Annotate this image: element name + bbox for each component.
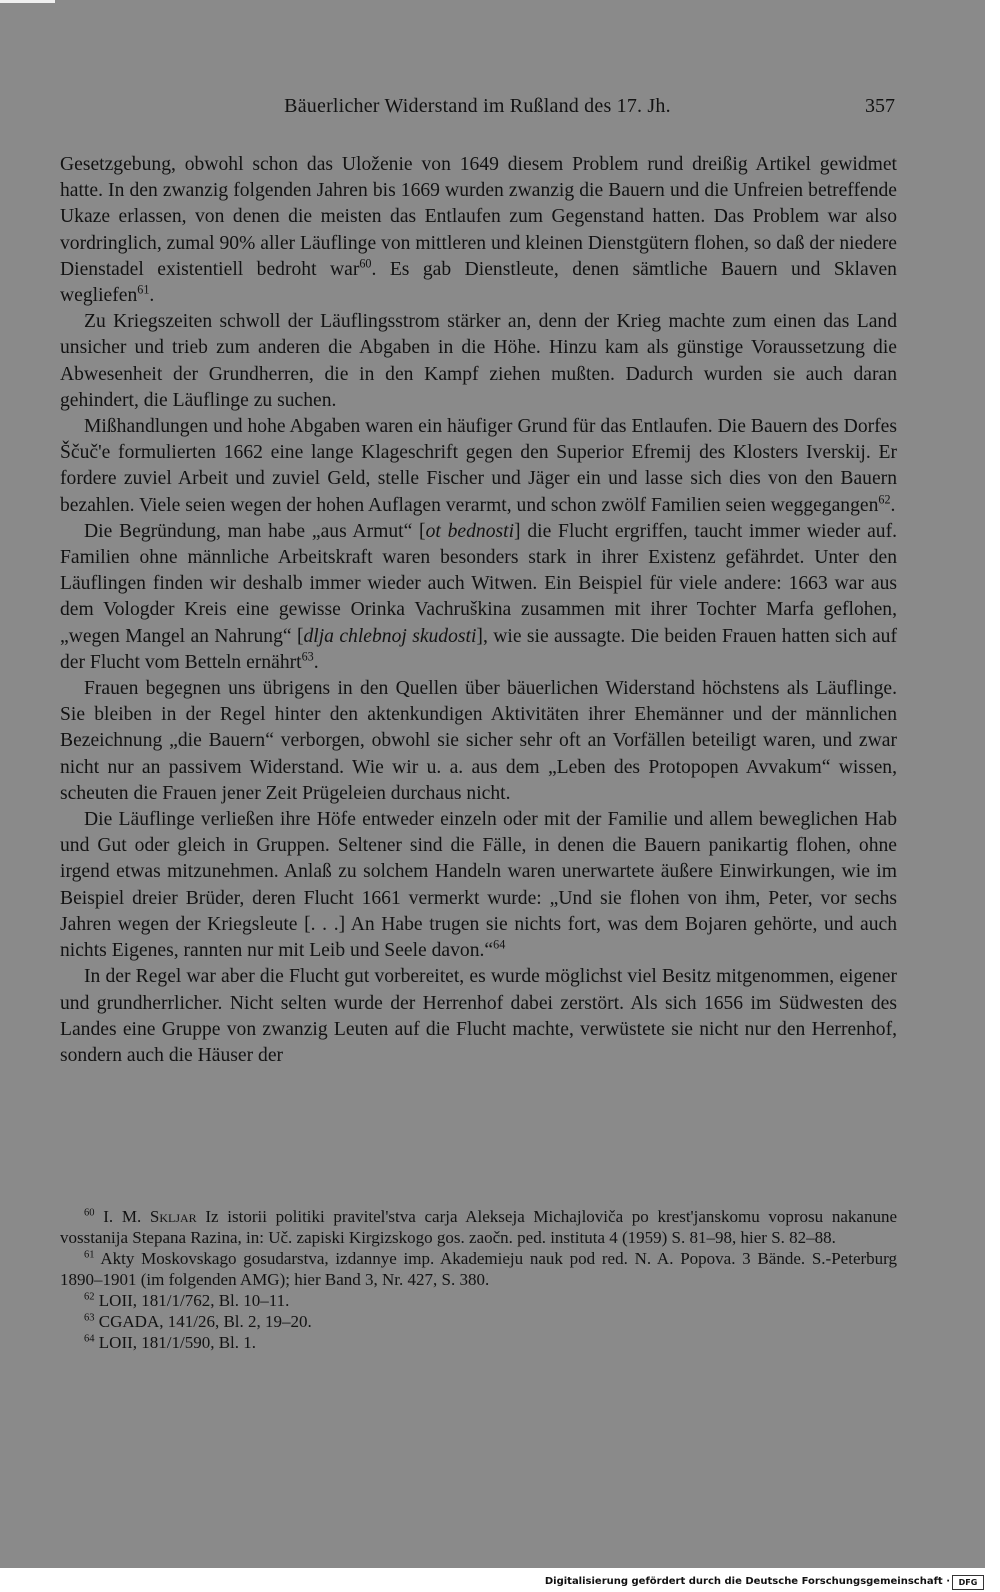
footnote-60 [60,1206,897,1248]
text-run: Die Begründung, man habe „aus Armut“ [ [84,520,426,542]
text-run: ] die Flucht ergriffen, taucht immer wieder auf. Familien ohne männliche Arbeitskraft waren besonders stark in ihrer Existenz gefährdet. Unter den Läuflingen finden wir deshalb immer wieder auch Witwen. Ein Beispiel für viele andere: 1663 war aus dem Vologder Kreis eine gewisse Orinka Vachruškina zusammen mit ihrer Tochter Marfa geflohen, „wegen Mangel an Nahrung“ [ [60,520,897,647]
footnote-ref: 60 [359,256,372,271]
text-run: . Es gab Dienstleute, denen sämtliche Bauern und Sklaven wegliefen [60,258,897,307]
paragraph-2: Zu Kriegszeiten schwoll der Läuflingsstrom stärker an, denn der Krieg machte zum einen das Land unsicher und trieb zum anderen die Abgaben in die Höhe. Hinzu kam als günstige Voraussetzung die Abwesenheit der Grundherren, die in den Kampf ziehen mußten. Dadurch wurden sie auch daran gehindert, die Läuflinge zu suchen. [60,311,897,411]
paragraph-6 [60,807,897,964]
footnote-number: 61 [84,1249,95,1261]
footnote-text: CGADA, 141/26, Bl. 2, 19–20. [98,1312,312,1331]
paragraph-4 [60,519,897,676]
dfg-logo: DFG [952,1575,984,1590]
footnote-text: LOII, 181/1/590, Bl. 1. [98,1333,257,1352]
italic-term: ot bednosti [425,520,515,542]
footnote-author: Skljar [149,1207,197,1226]
footnotes [60,1206,897,1353]
text-run: ], wie sie aussagte. Die beiden Frauen hatten sich auf der Flucht vom Betteln ernährt [60,625,897,673]
text-run: Mißhandlungen und hohe Abgaben waren ein häufiger Grund für das Entlaufen. Die Bauern des Dorfes Ščuč'e formulierten 1662 eine lange Klageschrift gegen den Superior Efremij des Klosters Iverskij. Er fordere zuviel Arbeit und zuviel Geld, stelle Fischer und Jäger ein und lasse sich dies von den Bauern bezahlen. Viele seien wegen der hohen Auflagen verarmt, und schon zwölf Familien seien weggegangen [60,416,897,516]
footnote-62 [60,1290,897,1311]
footnote-prefix: I. M. [103,1207,150,1226]
paragraph-5: Frauen begegnen uns übrigens in den Quellen über bäuerlichen Widerstand höchstens als Läuflinge. Sie bleiben in der Regel hinter den aktenkundigen Aktivitäten ihrer Ehemänner und der männlichen Bezeichnung „die Bauern“ verborgen, obwohl sie sicher sehr oft an Vorfällen beteiligt waren, und zwar nicht nur an passivem Widerstand. Wie wir u. a. aus dem „Leben des Protopopen Avvakum“ wissen, scheuten die Frauen jener Zeit Prügeleien durchaus nicht. [60,678,897,804]
text-run: Die Läuflinge verließen ihre Höfe entweder einzeln oder mit der Familie und allem beweglichen Hab und Gut oder gleich in Gruppen. Seltener sind die Fälle, in denen die Bauern panikartig flohen, ohne irgend etwas mitzunehmen. Anlaß zu solchem Handeln waren unerwartete äußere Einwirkungen, wie im Beispiel dreier Brüder, deren Flucht 1661 vermerkt wurde: „Und sie flohen von ihm, Peter, vor sechs Jahren wegen der Kriegsleute [. . .] An Habe trugen sie nichts fort, was dem Bojaren gehörte, und auch nichts Eigenes, rannten nur mit Leib und Seele davon.“ [60,809,897,962]
footnote-number: 60 [84,1207,95,1219]
footnote-text: Iz istorii politiki pravitel'stva carja Alekseja Michajloviča po krest'janskomu voprosu nakanune vosstanija Stepana Razina, in: Uč. zapiski Kirgizskogo gos. zaočn. ped. instituta 4 (1959) S. 81–98, hier S. 82–88. [60,1207,897,1247]
paragraph-7: In der Regel war aber die Flucht gut vorbereitet, es wurde möglichst viel Besitz mitgenommen, eigener und grundherrlicher. Nicht selten wurde der Herrenhof dabei zerstört. Als sich 1656 im Südwesten des Landes eine Gruppe von zwanzig Leuten auf die Flucht machte, verwüstete sie nicht nur den Herrenhof, sondern auch die Häuser der [60,966,897,1066]
footnote-ref: 64 [493,937,506,952]
scan-edge-mark [0,0,55,3]
footnote-61 [60,1248,897,1290]
body-text [60,152,897,1069]
paragraph-1 [60,152,897,309]
footnote-ref: 61 [137,282,150,297]
footnote-text: Akty Moskovskago gosudarstva, izdannye imp. Akademieju nauk pod red. N. A. Popova. 3 Bände. S.-Peterburg 1890–1901 (im folgenden AMG); hier Band 3, Nr. 427, S. 380. [60,1249,898,1289]
footnote-ref: 63 [301,649,314,664]
text-run: . [313,651,319,673]
italic-term: dlja chlebnoj skudosti [303,625,477,647]
running-head [60,95,895,123]
footnote-63 [60,1311,897,1332]
page-number: 357 [865,95,895,117]
paragraph-3 [60,414,897,519]
digitization-credit: Digitalisierung gefördert durch die Deutsche Forschungsgemeinschaft · [544,1576,950,1587]
footnote-number: 64 [84,1333,95,1345]
footnote-ref: 62 [878,492,891,507]
running-title: Bäuerlicher Widerstand im Rußland des 17. Jh. [284,95,671,117]
footnote-64 [60,1332,897,1353]
text-run: . [890,494,896,516]
text-run: Gesetzgebung, obwohl schon das Uloženie von 1649 diesem Problem rund dreißig Artikel gewidmet hatte. In den zwanzig folgenden Jahren bis 1669 wurden zwanzig die Bauern und die Unfreien betreffende Ukaze erlassen, von denen die meisten das Entlaufen zum Gegenstand hatten. Das Problem war also vordringlich, zumal 90% aller Läuflinge von mittleren und kleinen Dienstgütern flohen, so daß der niedere Dienstadel existentiell bedroht war [60,154,897,280]
footnote-text: LOII, 181/1/762, Bl. 10–11. [98,1291,290,1310]
footnote-number: 63 [84,1312,95,1324]
footnote-number: 62 [84,1291,95,1303]
text-run: . [149,285,155,307]
